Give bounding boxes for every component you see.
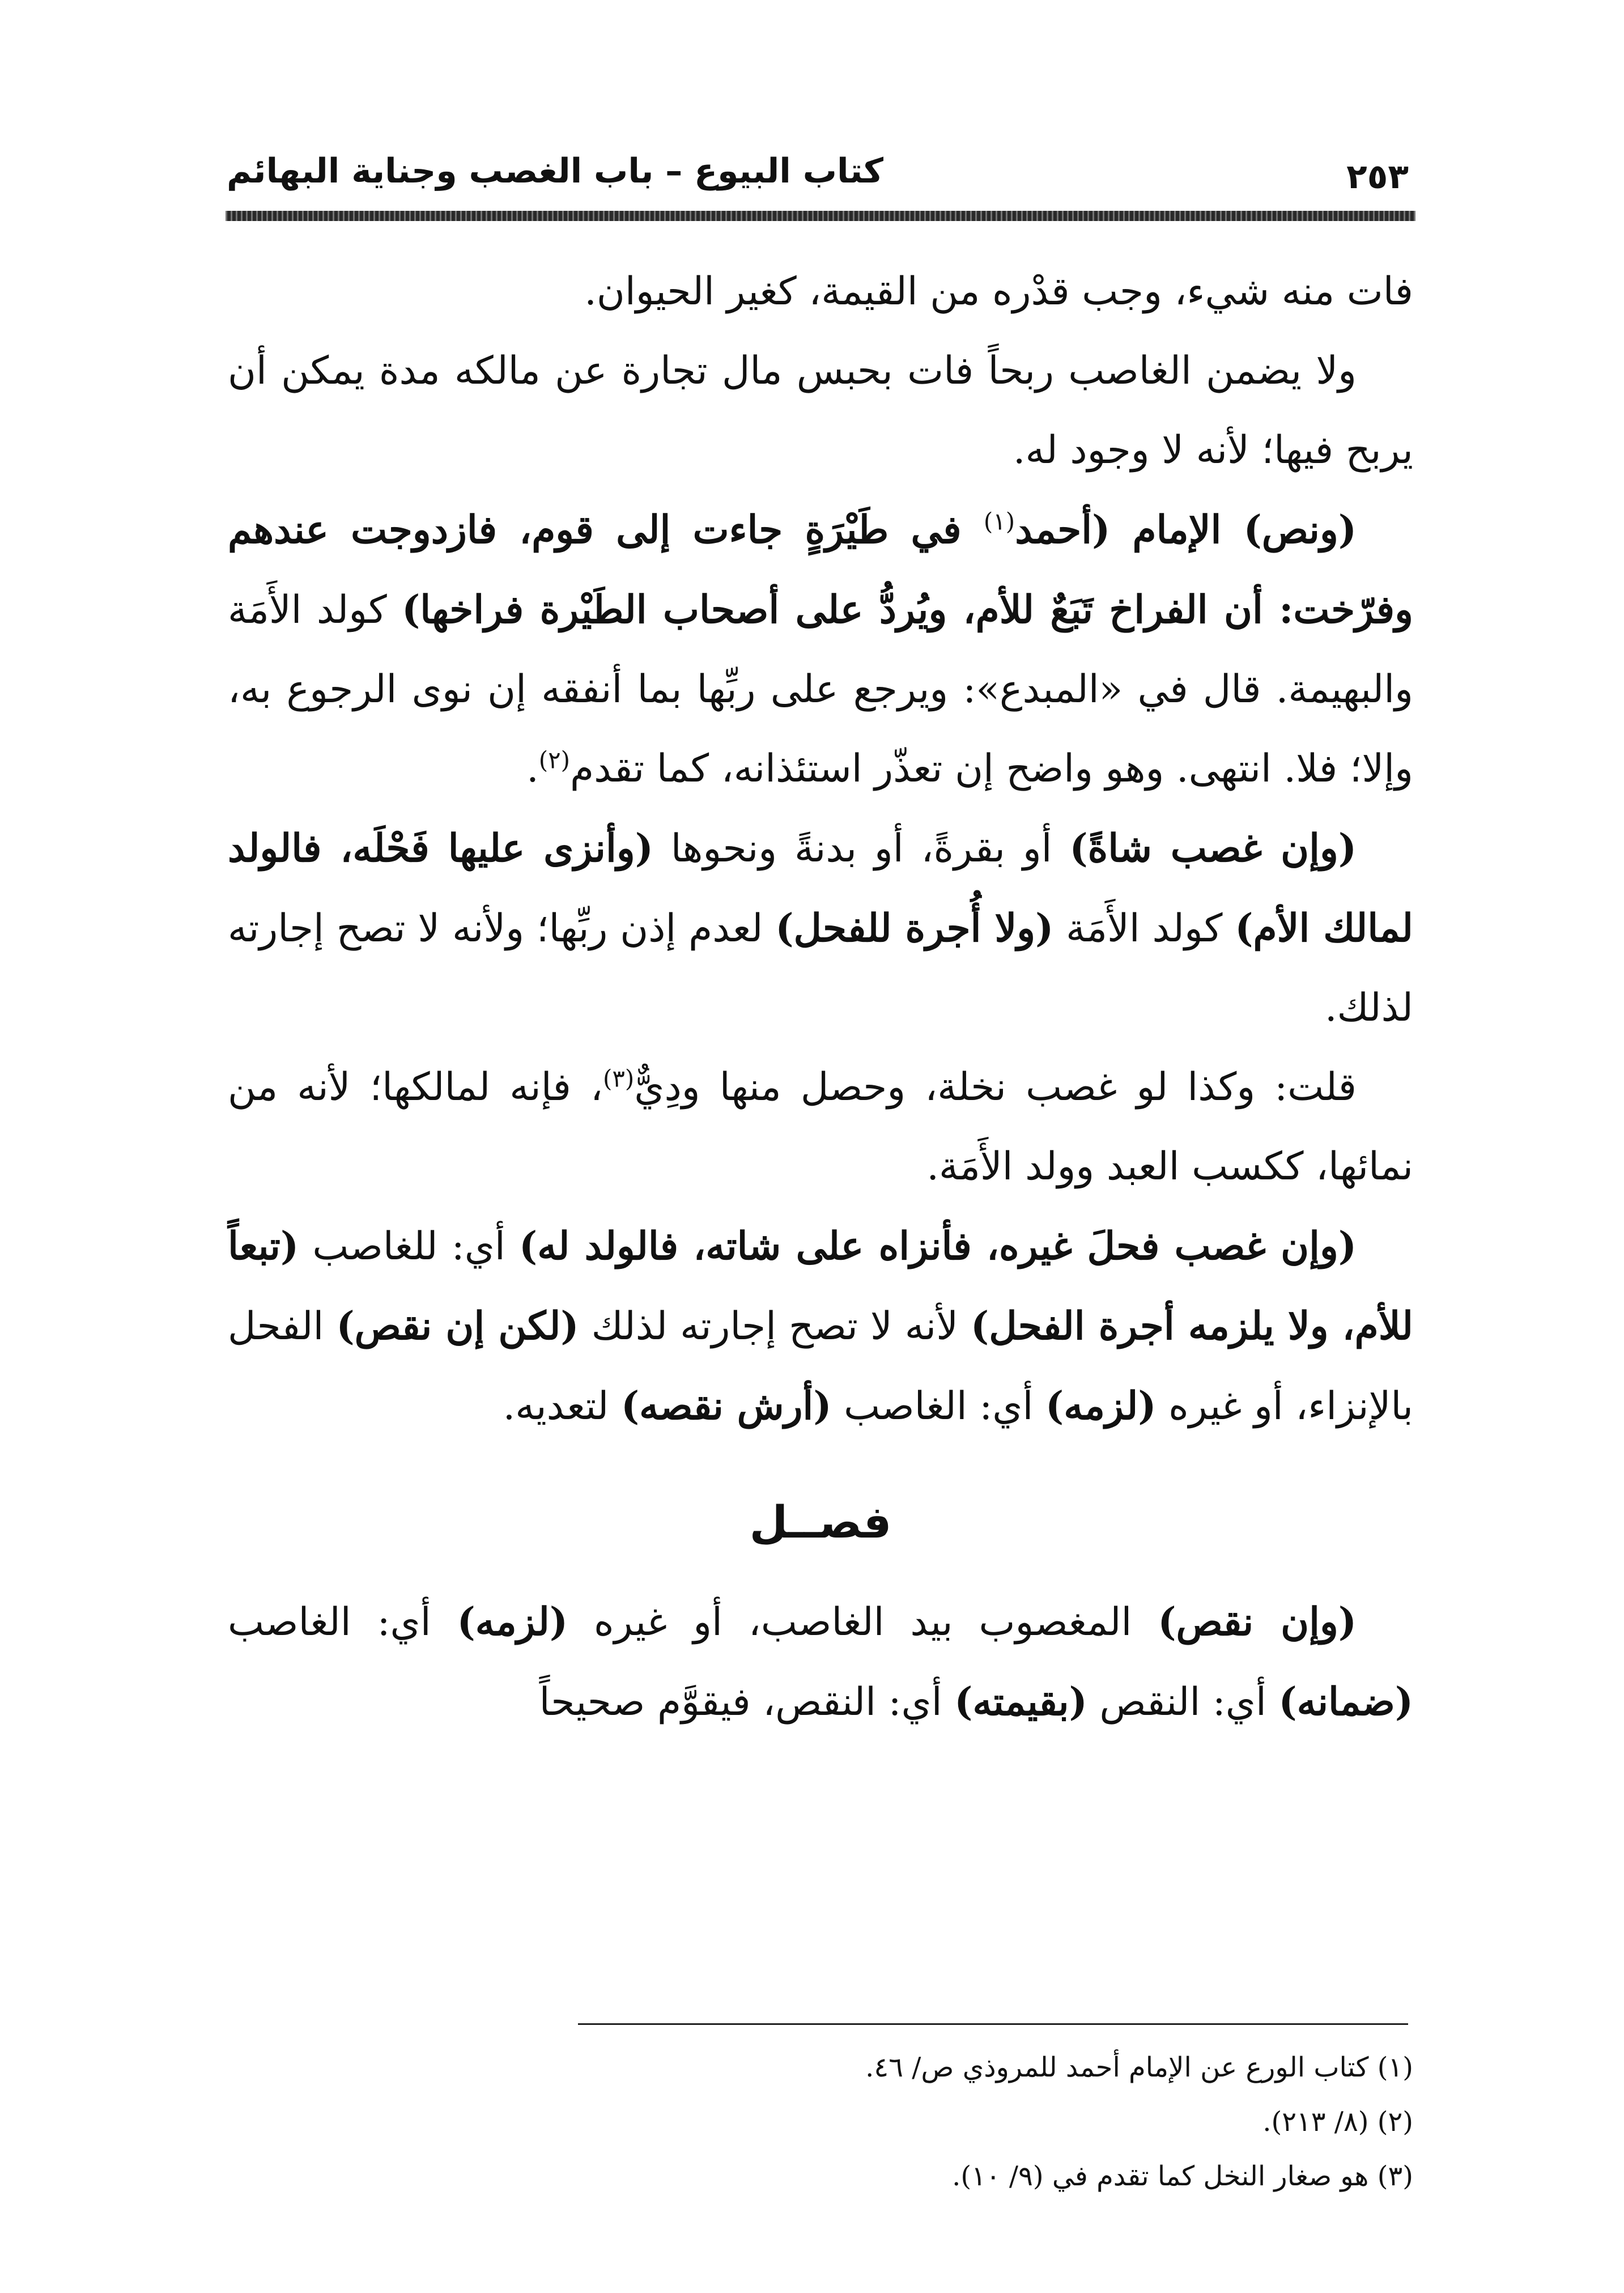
matn-text: (وأنزى عليها فَحْلَه، فالولد لمالك الأم) [228,826,1413,951]
footnote-ref-2: (٢) [538,746,571,774]
footnote-3: (٣) هو صغار النخل كما تقدم في (٩/ ١٠). [952,2160,1413,2192]
footnote-separator [578,2023,1408,2025]
sharh-text: أي: النقص [1087,1680,1279,1725]
matn-text: (وإن غصب شاةً) [1069,826,1357,871]
sharh-text: لأنه لا تصح إجارته لذلك [579,1304,971,1349]
sharh-text: كولد الأَمَة والبهيمة. قال في «المبدع»: ويرجع على ربِّها بما أنفقه إن نوى الرجوع به، وإلا؛ فلا. انتهى. وهو واضح إن تعذّر استئذانه، كما تقدم [228,588,1413,791]
matn-text: (وإن نقص) [1158,1599,1357,1645]
matn-text: (لزمه) [457,1599,568,1645]
paragraph-4 [228,809,1413,1048]
matn-text: (ونص) الإمام (أحمد [1015,507,1357,553]
sharh-text: لتعديه. [503,1384,621,1429]
sharh-text: ، فإنه لمالكها؛ لأنه من نمائها، ككسب العبد وولد الأَمَة. [228,1065,1413,1189]
paragraph-7 [228,1582,1413,1742]
matn-text: (تبعاً للأم، ولا يلزمه أجرة الفحل) [228,1224,1413,1349]
sharh-text: . [526,746,539,791]
sharh-text: أو بقرةً، أو بدنةً ونحوها [653,826,1070,871]
sharh-text: أي: الغاصب [831,1384,1046,1429]
sharh-text: كولد الأَمَة [1053,906,1235,951]
running-header [227,148,1414,197]
matn-text: (بقيمته) [954,1679,1087,1725]
section-heading: فصــل [749,1497,892,1548]
footnote-ref-3: (٣) [602,1064,635,1093]
sharh-text: المغصوب بيد الغاصب، أو غيره [568,1600,1158,1645]
sharh-text: لعدم إذن ربِّها؛ ولأنه لا تصح إجارته لذلك. [228,906,1413,1030]
running-title: كتاب البيوع – باب الغصب وجناية البهائم [227,151,883,191]
footnote-1: (١) كتاب الورع عن الإمام أحمد للمروذي ص/ ٤٦. [865,2052,1413,2083]
matn-text: (لكن إن نقص) [336,1303,579,1349]
paragraph-6 [228,1207,1413,1446]
sharh-text: الفحل بالإنزاء، أو غيره [228,1304,1413,1429]
matn-text: في طَيْرَةٍ جاءت إلى قوم، فازدوجت عندهم وفرّخت: أن الفراخ تَبَعٌ للأم، ويُردُّ على أصحاب الطَيْرة فراخها) [228,507,1413,632]
matn-text: (ضمانه) [1278,1679,1413,1725]
matn-text: (ولا أُجرة للفحل) [775,906,1054,951]
paragraph-5 [228,1048,1413,1207]
sharh-text: أي: الغاصب [228,1600,457,1645]
page-number: ٢٥٣ [1346,157,1409,197]
paragraph-2: ولا يضمن الغاصب ربحاً فات بحبس مال تجارة عن مالكه مدة يمكن أن يربح فيها؛ لأنه لا وجود له. [228,349,1413,473]
paragraph-3 [228,490,1413,809]
matn-text: (وإن غصب فحلَ غيره، فأنزاه على شاته، فالولد له) [519,1224,1357,1269]
footnote-ref-1: (١) [983,507,1015,536]
footnote-2: (٢) (٨/ ٢١٣). [1262,2106,1413,2138]
footnotes [228,2040,1413,2203]
main-text [228,252,1413,1742]
sharh-text: أي: النقص، فيقوَّم صحيحاً [539,1680,955,1725]
paragraph-1: فات منه شيء، وجب قدْره من القيمة، كغير الحيوان. [584,269,1413,314]
sharh-text: قلت: وكذا لو غصب نخلة، وحصل منها ودِيٌّ [634,1065,1357,1110]
matn-text: (أرش نقصه) [620,1383,832,1429]
sharh-text: أي: للغاصب [299,1224,520,1269]
header-rule [226,211,1415,221]
matn-text: (لزمه) [1045,1383,1157,1429]
